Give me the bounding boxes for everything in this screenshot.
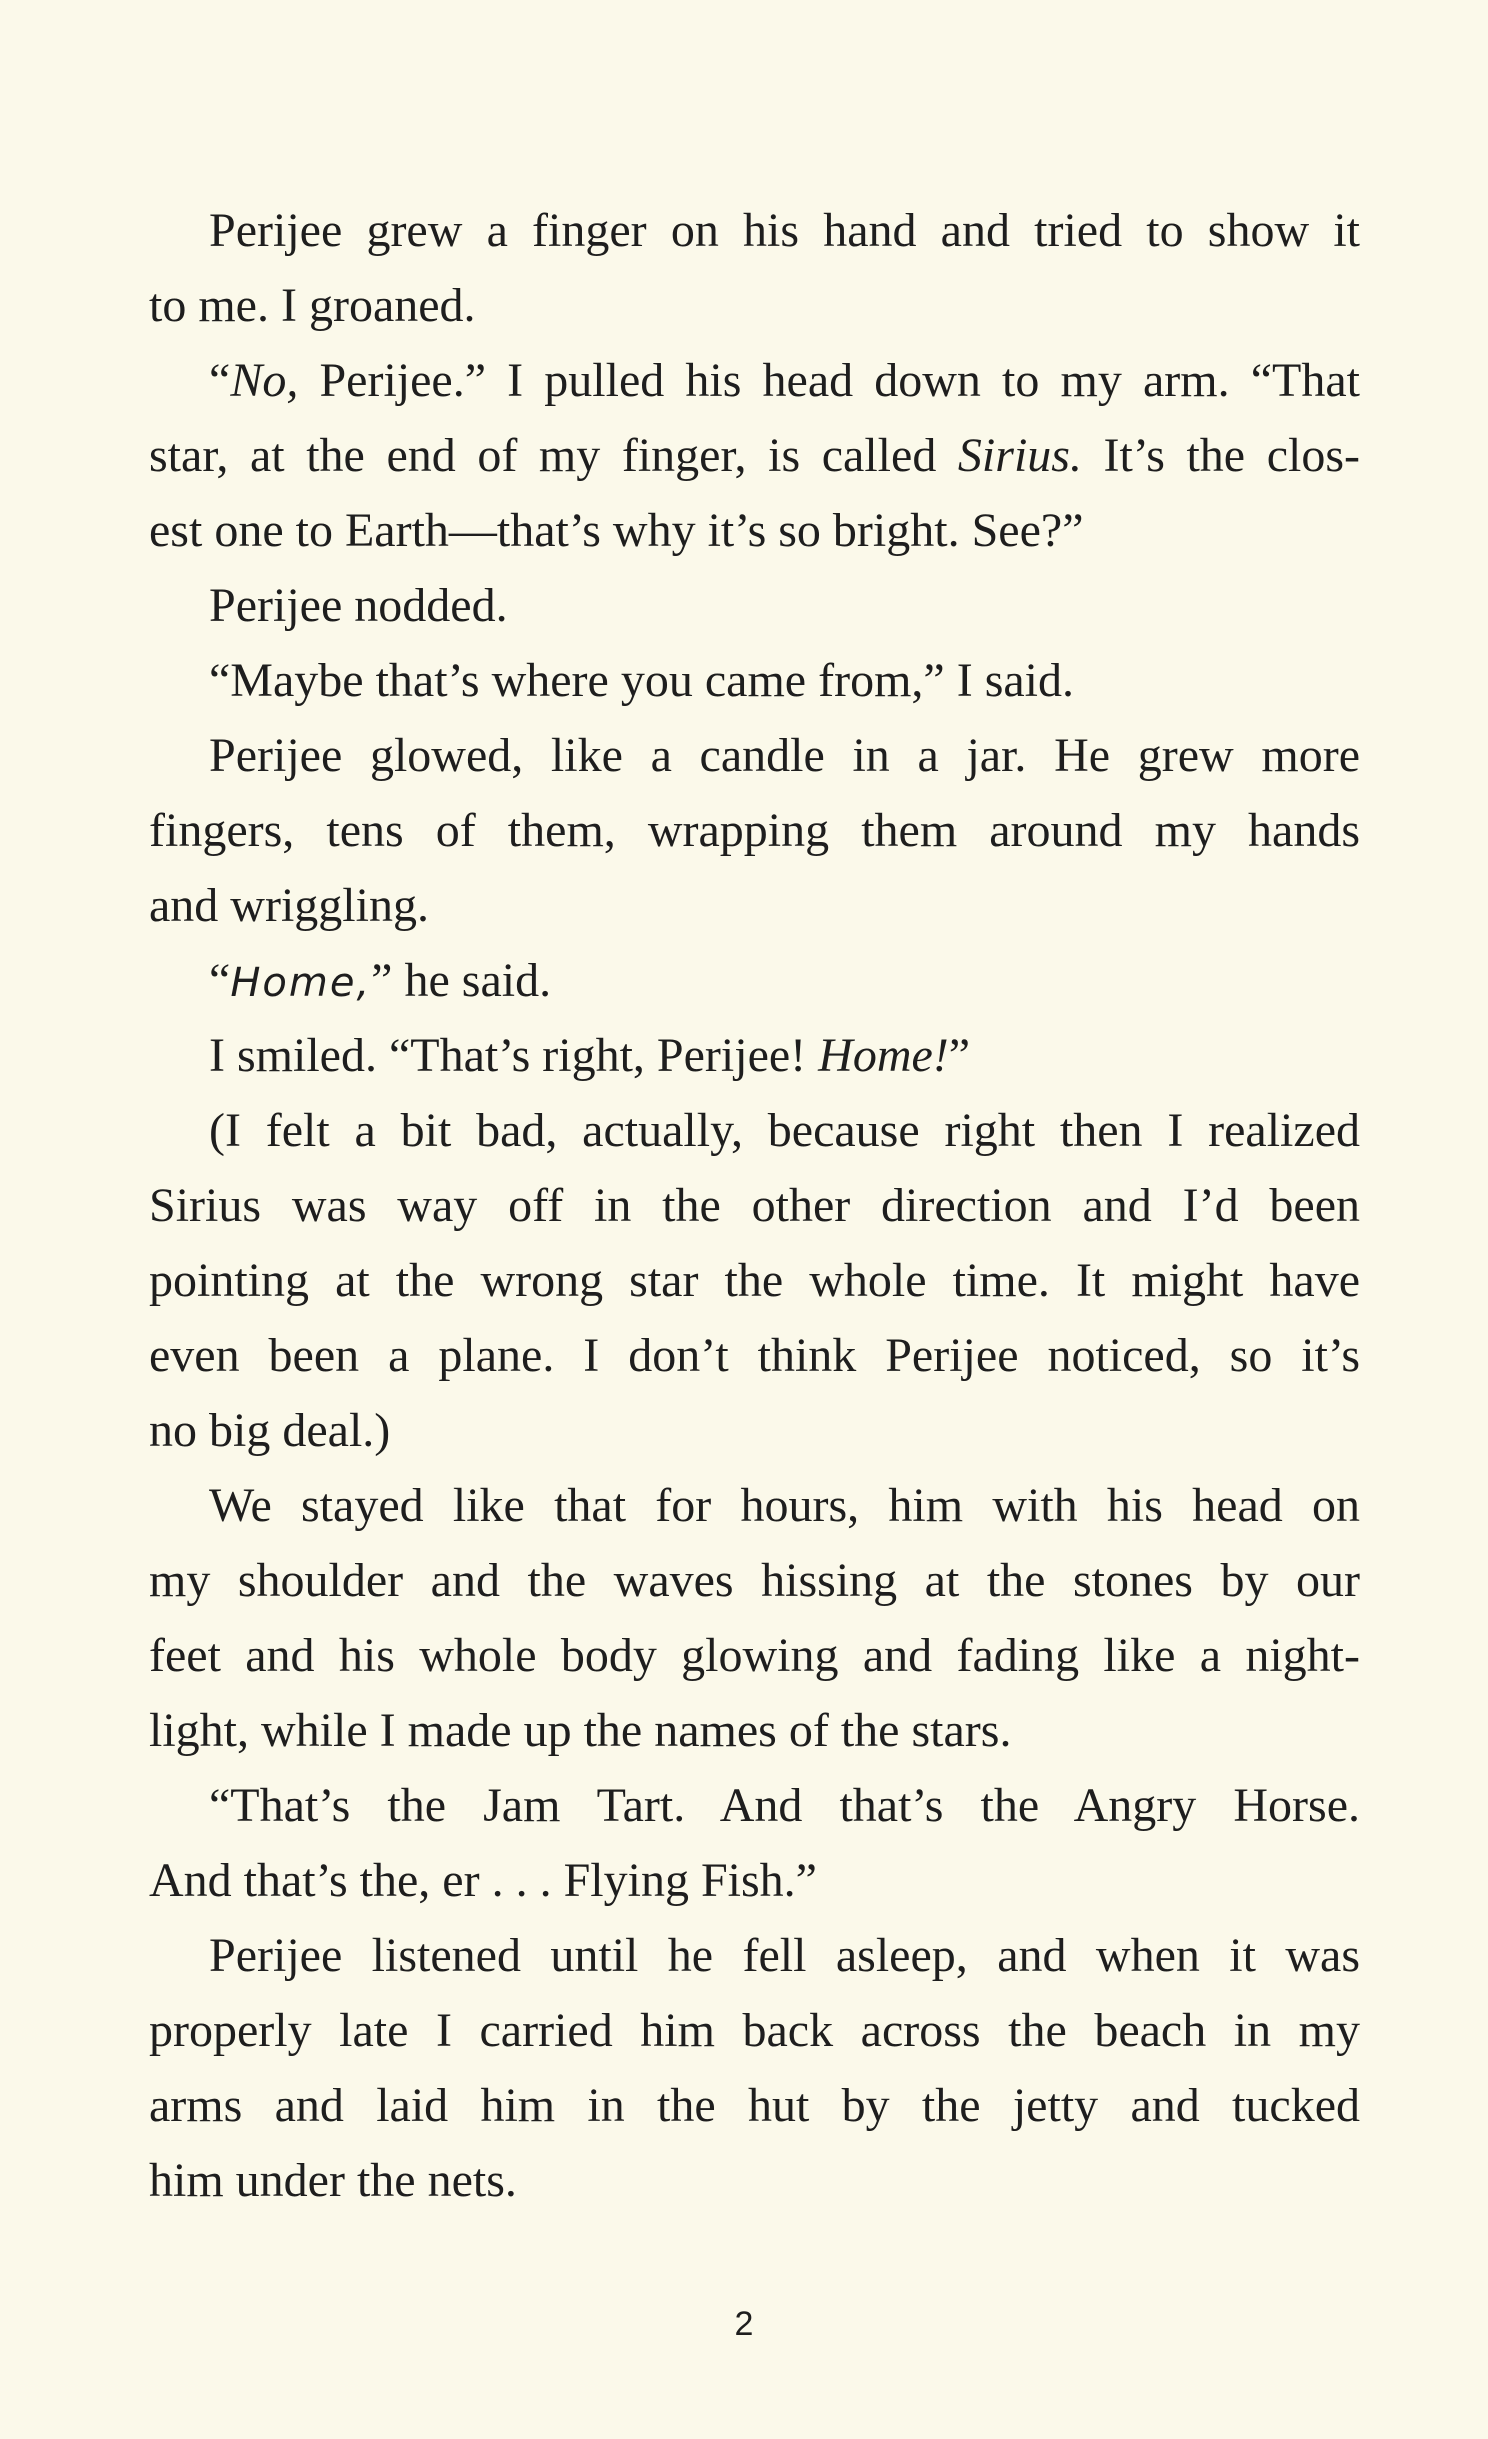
page-body-text <box>149 193 1360 2218</box>
text-run: “Maybe that’s where you came from,” I said. <box>209 654 1075 707</box>
text-run: to me. I groaned. <box>149 279 476 332</box>
text-line <box>149 1318 1360 1393</box>
text-line <box>149 193 1360 268</box>
text-run: Sirius was way off in the other direction and I’d been <box>149 1179 1360 1232</box>
text-run: feet and his whole body glowing and fading like a night- <box>149 1629 1360 1682</box>
paragraph <box>149 1468 1360 1768</box>
text-line <box>149 1543 1360 1618</box>
paragraph <box>149 568 1360 643</box>
text-run: my shoulder and the waves hissing at the stones by our <box>149 1554 1360 1607</box>
text-run: (I felt a bit bad, actually, because right then I realized <box>209 1104 1360 1157</box>
text-line <box>149 493 1360 568</box>
text-line <box>149 418 1360 493</box>
text-line <box>149 1918 1360 1993</box>
italic-text: Sirius. <box>957 429 1082 482</box>
page-number: 2 <box>734 2305 754 2343</box>
text-run: him under the nets. <box>149 2154 517 2207</box>
text-run: Perijee glowed, like a candle in a jar. He grew more <box>209 729 1360 782</box>
text-run: est one to Earth—that’s why it’s so bright. See?” <box>149 504 1084 557</box>
text-run: “ <box>209 954 231 1007</box>
text-line <box>149 1468 1360 1543</box>
text-line <box>149 343 1360 418</box>
text-line <box>149 868 1360 943</box>
text-run: Perijee grew a finger on his hand and tried to show it <box>209 204 1360 257</box>
text-run: no big deal.) <box>149 1404 391 1457</box>
italic-text: No, <box>230 354 299 407</box>
text-line <box>149 1768 1360 1843</box>
paragraph <box>149 343 1360 568</box>
italic-text: Home! <box>818 1029 949 1082</box>
text-run: arms and laid him in the hut by the jetty and tucked <box>149 2079 1360 2132</box>
text-line <box>149 643 1360 718</box>
paragraph <box>149 1093 1360 1468</box>
text-line <box>149 1093 1360 1168</box>
handwritten-text: Home, <box>230 960 372 1006</box>
text-run: Perijee listened until he fell asleep, and when it was <box>209 1929 1360 1982</box>
text-line <box>149 718 1360 793</box>
paragraph <box>149 643 1360 718</box>
text-line <box>149 268 1360 343</box>
text-run: Perijee nodded. <box>209 579 508 632</box>
text-line <box>149 1843 1360 1918</box>
text-line <box>149 568 1360 643</box>
text-line <box>149 1993 1360 2068</box>
text-line <box>149 1693 1360 1768</box>
text-line <box>149 2143 1360 2218</box>
paragraph <box>149 718 1360 943</box>
text-line <box>149 1018 1360 1093</box>
paragraph <box>149 1918 1360 2218</box>
text-run: We stayed like that for hours, him with his head on <box>209 1479 1360 1532</box>
text-run: and wriggling. <box>149 879 429 932</box>
text-line <box>149 1168 1360 1243</box>
text-run: “ <box>209 354 231 407</box>
text-run: fingers, tens of them, wrapping them around my hands <box>149 804 1360 857</box>
paragraph <box>149 1018 1360 1093</box>
paragraph <box>149 943 1360 1018</box>
text-run: star, at the end of my finger, is called <box>149 429 958 482</box>
text-run: light, while I made up the names of the stars. <box>149 1704 1012 1757</box>
text-line <box>149 1243 1360 1318</box>
text-run: It’s the clos- <box>1081 429 1361 482</box>
text-line <box>149 943 1360 1018</box>
paragraph <box>149 193 1360 343</box>
text-line <box>149 793 1360 868</box>
text-run: I smiled. “That’s right, Perijee! <box>209 1029 819 1082</box>
text-run: pointing at the wrong star the whole time. It might have <box>149 1254 1360 1307</box>
text-line <box>149 1393 1360 1468</box>
text-run: Perijee.” I pulled his head down to my arm. “That <box>298 354 1360 407</box>
text-run: “That’s the Jam Tart. And that’s the Angry Horse. <box>209 1779 1360 1832</box>
paragraph <box>149 1768 1360 1918</box>
text-run: ” <box>948 1029 971 1082</box>
text-run: And that’s the, er . . . Flying Fish.” <box>149 1854 817 1907</box>
text-run: properly late I carried him back across the beach in my <box>149 2004 1360 2057</box>
text-line <box>149 2068 1360 2143</box>
text-run: ” he said. <box>371 954 552 1007</box>
text-line <box>149 1618 1360 1693</box>
text-run: even been a plane. I don’t think Perijee noticed, so it’s <box>149 1329 1360 1382</box>
